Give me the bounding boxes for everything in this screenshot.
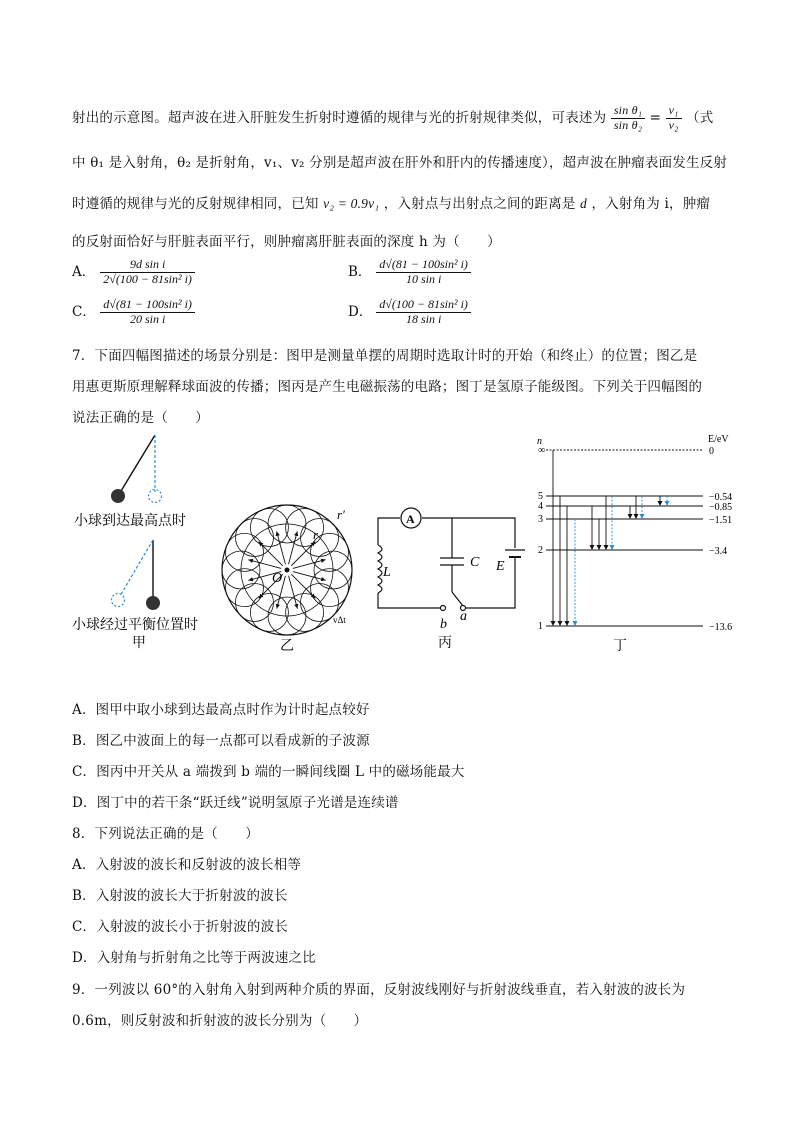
arrow-head-icon xyxy=(634,514,639,519)
arrow-head-icon xyxy=(558,621,563,626)
q6-line-1 xyxy=(72,104,713,133)
q8-option-b: B．入射波的波长大于折射波的波长 xyxy=(72,888,288,904)
arrow-head-icon xyxy=(573,621,578,626)
bing-C: C xyxy=(470,555,480,570)
arrow-head-icon xyxy=(276,531,280,536)
q7-option-c: C．图丙中开关从 a 端拨到 b 端的一瞬间线圈 L 中的磁场能最大 xyxy=(72,764,465,780)
energy-level-n: 4 xyxy=(538,501,543,512)
q6-option-b-label: B． xyxy=(348,263,372,280)
energy-level-value: −3.4 xyxy=(709,546,728,557)
arrow-head-icon xyxy=(640,514,645,519)
arrow-head-icon xyxy=(248,559,253,563)
frac-sin-num: sin θ₁ xyxy=(613,103,643,117)
yi-O: O xyxy=(272,571,283,586)
q7-stem-3: 说法正确的是（ ） xyxy=(72,410,209,426)
bing-label: 丙 xyxy=(438,635,452,651)
q6-option-d-label: D． xyxy=(348,303,373,320)
arrow-head-icon xyxy=(294,604,298,609)
q6-option-d-den: 18 sin i xyxy=(376,312,471,327)
q7-option-b: B．图乙中波面上的每一点都可以看成新的子波源 xyxy=(72,733,370,749)
wave-ray-arrow xyxy=(291,574,315,598)
yi-r: r xyxy=(313,527,319,542)
yi-label: 乙 xyxy=(280,638,294,654)
q6-option-b-frac xyxy=(376,258,471,287)
energy-level-n: 3 xyxy=(538,514,543,525)
equals-sign: = xyxy=(649,109,662,126)
q6-line-3-b: ，入射点与出射点之间的距离是 xyxy=(383,196,576,212)
q6-option-c xyxy=(72,298,195,327)
arrow-head-icon xyxy=(321,559,326,563)
frac-v-num: v₁ xyxy=(668,103,679,117)
energy-level-n: ∞ xyxy=(538,445,546,456)
energy-level-value: −0.54 xyxy=(709,492,733,503)
q6-option-a-frac xyxy=(100,258,195,287)
ding-unit: E/eV xyxy=(708,434,729,445)
arrow-head-icon xyxy=(565,621,570,626)
q6-line-3-eq: v₂ = 0.9v₁ xyxy=(323,196,380,211)
q6-option-b-num: d√(81 − 100sin² i) xyxy=(379,257,468,271)
q7-stem-2: 用惠更斯原理解释球面波的传播；图丙是产生电磁振荡的电路；图丁是氢原子能级图。下列关于四幅图的 xyxy=(72,379,703,395)
energy-level-n: 5 xyxy=(538,491,543,502)
q6-option-d-num: d√(100 − 81sin² i) xyxy=(379,297,468,311)
arrow-head-icon xyxy=(628,514,633,519)
figure-bing-labels xyxy=(382,512,505,651)
q8-option-c: C．入射波的波长小于折射波的波长 xyxy=(72,919,289,935)
yi-r-prime: r′ xyxy=(337,507,345,522)
ding-label: 丁 xyxy=(613,638,627,654)
wave-ray-arrow xyxy=(289,531,298,564)
q6-line-3-c: ，入射角为 i，肿瘤 xyxy=(591,196,711,212)
q6-option-a xyxy=(72,258,195,287)
bing-A: A xyxy=(406,512,415,526)
bing-L: L xyxy=(383,565,391,580)
arrow-head-icon xyxy=(610,545,615,550)
arrow-head-icon xyxy=(321,577,326,581)
q6-option-a-num: 9d sin i xyxy=(129,257,166,271)
arrow-head-icon xyxy=(590,545,595,550)
wave-ray-arrow xyxy=(277,531,286,564)
q8-stem: 8．下列说法正确的是（ ） xyxy=(72,826,259,842)
yi-dt: vΔt xyxy=(333,615,346,625)
pendulum-ball-bottom xyxy=(146,596,160,610)
frac-v-den: v₂ xyxy=(666,118,682,133)
jia-label: 甲 xyxy=(132,635,146,651)
arrow-head-icon xyxy=(597,545,602,550)
figure-jia xyxy=(72,435,198,651)
energy-level-n: 1 xyxy=(538,621,543,632)
energy-level-value: −1.51 xyxy=(709,515,733,526)
q6-option-c-num: d√(81 − 100sin² i) xyxy=(103,297,192,311)
q6-line-4: 的反射面恰好与肝脏表面平行，则肿瘤离肝脏表面的深度 h 为（ ） xyxy=(72,234,501,250)
q6-line-3-a: 时遵循的规律与光的反射规律相同，已知 xyxy=(72,196,319,212)
jia-bottom-caption: 小球经过平衡位置时 xyxy=(72,617,198,633)
arrow-head-icon xyxy=(294,531,298,536)
snell-fraction-sin xyxy=(611,104,645,133)
q6-option-c-label: C． xyxy=(72,303,96,320)
bing-b: b xyxy=(440,617,447,632)
q6-line-3 xyxy=(72,192,710,212)
q7-figure xyxy=(0,430,794,660)
q6-line-1-b: （式 xyxy=(686,109,714,126)
q6-option-a-label: A． xyxy=(72,263,96,280)
q6-option-b-den: 10 sin i xyxy=(376,272,471,287)
pendulum-ball-top xyxy=(111,489,125,503)
figure-ding xyxy=(537,434,732,654)
q6-option-d xyxy=(348,298,471,327)
arrow-head-icon xyxy=(665,501,670,506)
arrow-head-icon xyxy=(604,545,609,550)
q8-option-a: A．入射波的波长和反射波的波长相等 xyxy=(72,857,302,873)
figure-yi xyxy=(222,505,352,654)
energy-level-value: −13.6 xyxy=(709,622,733,633)
q6-line-3-d: d xyxy=(580,196,587,211)
frac-sin-den: sin θ₂ xyxy=(611,118,645,133)
q7-option-a: A．图甲中取小球到达最高点时作为计时起点较好 xyxy=(72,702,370,718)
q6-line-2: 中 θ₁ 是入射角，θ₂ 是折射角，v₁、v₂ 分别是超声波在肝外和肝内的传播速度），超声波在肿瘤表面发生反射 xyxy=(72,155,728,171)
wave-ray-arrow xyxy=(289,576,298,609)
arrow-head-icon xyxy=(551,621,556,626)
bing-E: E xyxy=(496,559,505,574)
snell-fraction-v xyxy=(666,104,682,133)
wave-ray-arrow xyxy=(291,542,315,566)
energy-level-n: 2 xyxy=(538,545,543,556)
energy-level-value: 0 xyxy=(709,446,714,457)
q9-stem-2: 0.6m，则反射波和折射波的波长分别为（ ） xyxy=(72,1013,368,1029)
arrow-head-icon xyxy=(248,577,253,581)
bing-a: a xyxy=(460,609,467,624)
q7-stem-1: 7．下面四幅图描述的场景分别是：图甲是测量单摆的周期时选取计时的开始（和终止）的位置；图乙是 xyxy=(72,348,698,364)
q6-option-b xyxy=(348,258,471,287)
ding-n: n xyxy=(537,436,542,447)
q6-line-1-a: 射出的示意图。超声波在进入肝脏发生折射时遵循的规律与光的折射规律类似，可表述为 xyxy=(72,109,607,126)
wave-ray-arrow xyxy=(248,560,281,569)
q7-option-d: D．图丁中的若干条“跃迁线”说明氢原子光谱是连续谱 xyxy=(72,795,399,811)
q6-option-d-frac xyxy=(376,298,471,327)
jia-top-caption: 小球到达最高点时 xyxy=(74,513,186,529)
q6-option-c-frac xyxy=(100,298,195,327)
wave-ray-arrow xyxy=(293,572,326,581)
q8-option-d: D．入射角与折射角之比等于两波速之比 xyxy=(72,950,316,966)
wave-ray-arrow xyxy=(259,542,283,566)
q6-option-c-den: 20 sin i xyxy=(100,312,195,327)
q6-option-a-den: 2√(100 − 81sin² i) xyxy=(100,272,195,287)
arrow-head-icon xyxy=(276,604,280,609)
arrow-head-icon xyxy=(658,501,663,506)
wave-ray-arrow xyxy=(293,560,326,569)
energy-level-value: −0.85 xyxy=(709,502,733,513)
q9-stem-1: 9．一列波以 60°的入射角入射到两种介质的界面，反射波线刚好与折射波线垂直，若入射波的波长为 xyxy=(72,982,686,998)
